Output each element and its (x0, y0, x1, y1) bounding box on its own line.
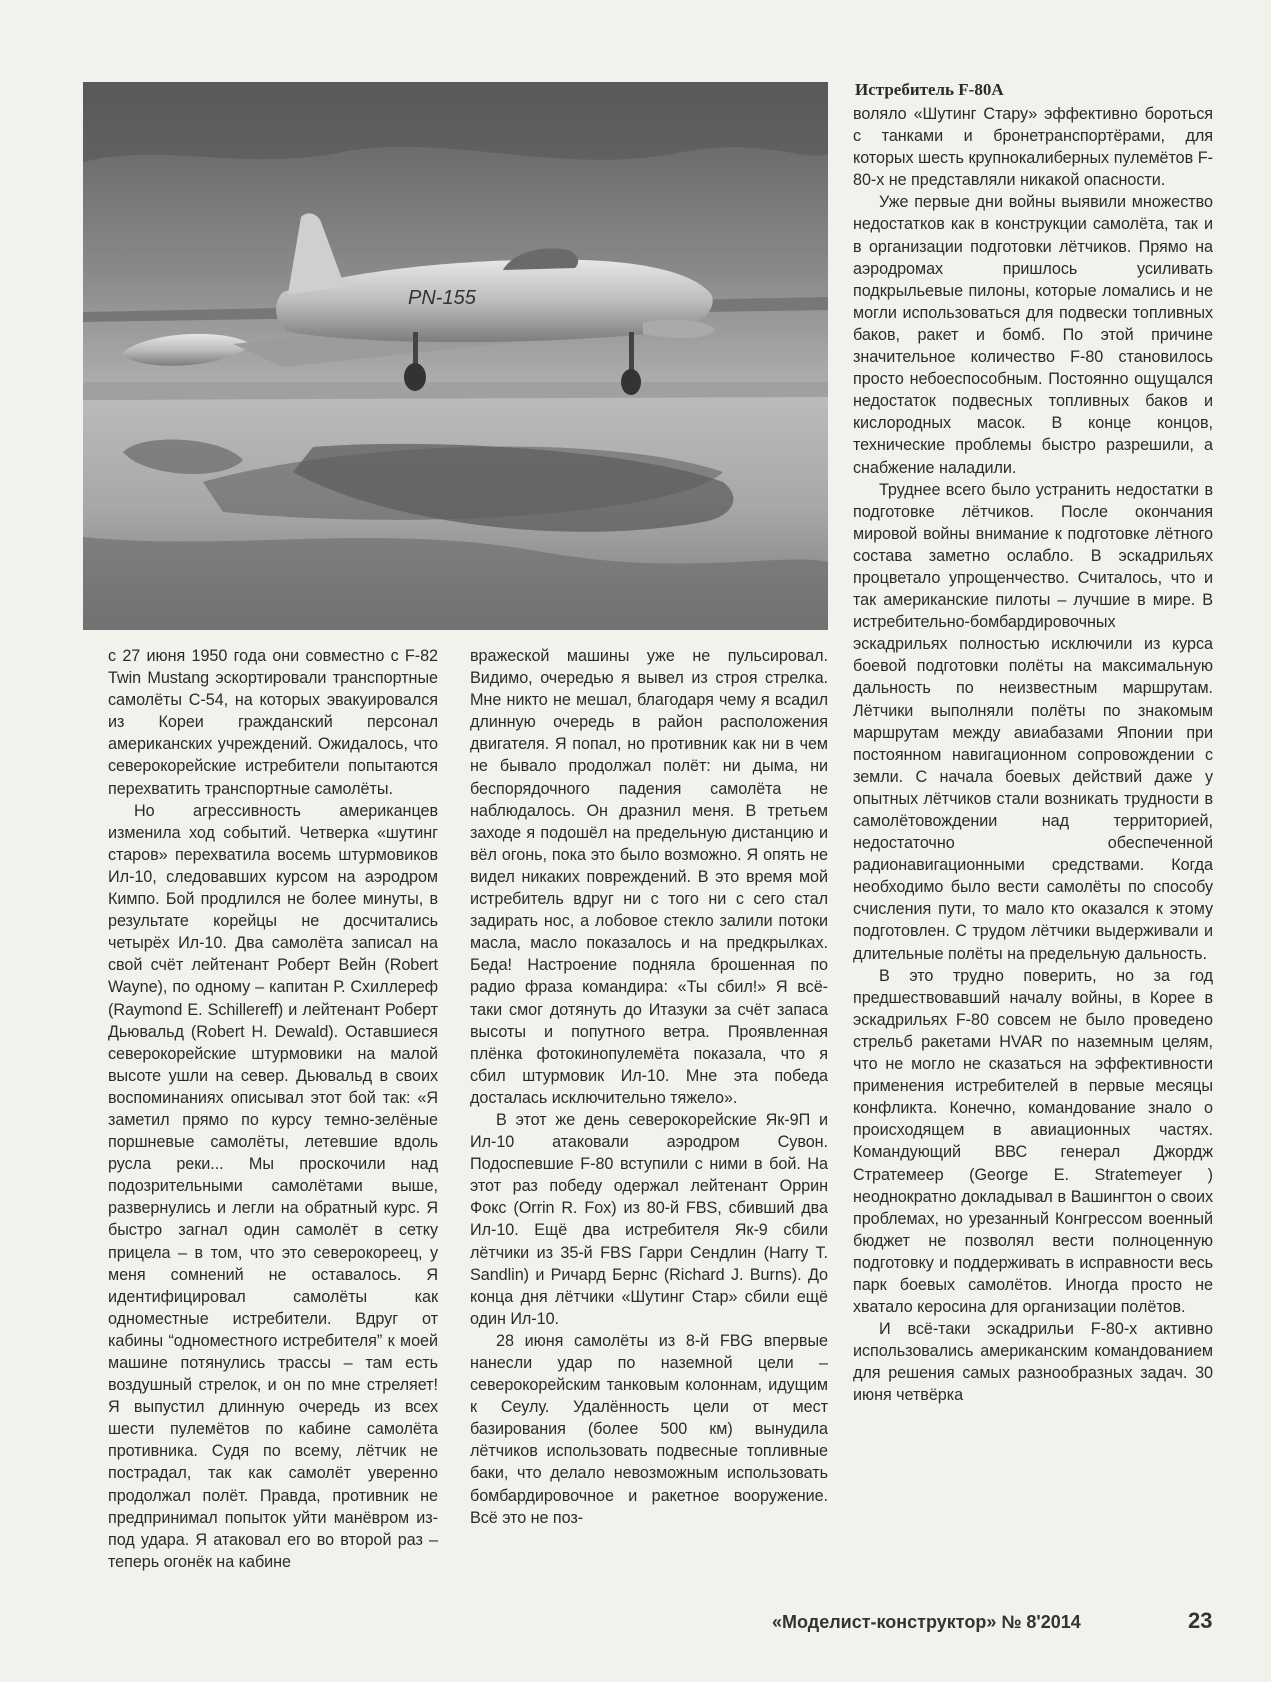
paragraph: Но агрессивность американцев изменила ход событий. Четверка «шутинг старов» перехватила восемь штурмовиков Ил-10, следовавших курсом на аэродром Кимпо. Бой продлился не более минуты, в результате корейцы не досчитались четырёх Ил-10. Два самолёта записал на свой счёт лейтенант Роберт Вейн (Robert Wayne), по одному – капитан Р. Схиллереф (Raymond E. Schillereff) и лейтенант Роберт Дьювальд (Robert H. Dewald). Оставшиеся северокорейские штурмовики на малой высоте ушли на север. Дьювальд в своих воспоминаниях описывал этот бой так: «Я заметил прямо по курсу темно-зелёные поршневые самолёты, летевшие вдоль русла реки... Мы проскочили над подозрительными самолётами выше, развернулись и легли на обратный курс. Я быстро загнал один самолёт в сетку прицела – в том, что это северокореец, у меня сомнений не оставалось. Я идентифицировал самолёты как одноместные истребители. Вдруг от кабины “одноместного истребителя” к моей машине потянулись трассы – там есть воздушный стрелок, и он по мне стреляет! Я выпустил длинную очередь из всех шести пулемётов по кабине самолёта противника. Судя по всему, лётчик не пострадал, так как самолёт уверенно продолжал полёт. Правда, противник не предпринимал попыток уйти манёвром из-под удара. Я атаковал его во второй раз – теперь огонёк на кабине (108, 801, 438, 1571)
paragraph: 28 июня самолёты из 8-й FBG впервые нанесли удар по наземной цели – северокорейским танковым колоннам, идущим к Сеулу. Удалённость цели от мест базирования (более 500 км) вынудила лётчиков использовать подвесные топливные баки, что делало невозможным использовать бомбардировочное и ракетное вооружение. Всё это не поз- (470, 1331, 828, 1527)
paragraph: воляло «Шутинг Стару» эффективно бороться с танками и бронетранспортёрами, для которых шесть крупнокалиберных пулемётов F-80-х не представляли никакой опасности. (853, 105, 1213, 190)
paragraph: В это трудно поверить, но за год предшествовавший началу войны, в Корее в эскадрильях F-80 совсем не было проведено стрельб ракетами HVAR по наземным целям, что не могло не сказаться на эффективности применения истребителей в первые месяцы конфликта. Конечно, командование знало о происходящем в авиационных частях. Командующий ВВС генерал Джордж Стратемеер (George E. Stratemeyer ) неоднократно докладывал в Вашингтон о своих проблемах, но урезанный Конгрессом военный бюджет не позволял вести полноценную подготовку и поддерживать в исправности весь парк боевых самолётов. Иногда просто не хватало керосина для организации полётов. (853, 966, 1213, 1317)
paragraph: Труднее всего было устранить недостатки в подготовке лётчиков. После окончания мировой войны внимание к подготовке лётного состава заметно ослабло. В эскадрильях процветало упрощенчество. Считалось, что и так американские пилоты – лучшие в мире. В истребительно-бомбардировочных эскадрильях полностью исключили из курса боевой подготовки полёты на максимальную дальность по неизвестным маршрутам. Лётчики выполняли полёты по знакомым маршрутам между авиабазами Японии при постоянном навигационном сопровождении с земли. С начала боевых действий даже у опытных лётчиков стали возникать трудности в самолётовождении над территорией, недостаточно обеспеченной радионавигационными средствами. Когда необходимо было вести самолёты по способу счисления пути, то мало кто оказался к этому подготовлен. С трудом лётчики выдерживали и длительные полёты на предельную дальность. (853, 480, 1213, 963)
paragraph: Уже первые дни войны выявили множество недостатков как в конструкции самолёта, так и в организации подготовки лётчиков. Прямо на аэродромах пришлось усиливать подкрыльевые пилоны, которые ломались и не могли использоваться для подвески топливных баков, ракет и бомб. По этой причине значительное количество F-80 становилось просто небоеспособным. Постоянно ощущался недостаток подвесных топливных баков и кислородных масок. В конце концов, технические проблемы быстро разрешили, а снабжение наладили. (853, 193, 1213, 477)
paragraph: вражеской машины уже не пульсировал. Видимо, очередью я вывел из строя стрелка. Мне никто не мешал, благодаря чему я всадил длинную очередь в район расположения двигателя. Я попал, но противник как ни в чем не бывало продолжал полёт: ни дыма, ни беспорядочного падения самолёта не наблюдалось. Он дразнил меня. В третьем заходе я подошёл на предельную дистанцию и вёл огонь, пока это было возможно. Я опять не видел никаких повреждений. В это время мой истребитель вдруг ни с того ни с сего стал задирать нос, а лобовое стекло залили потоки масла, масло показалось и на предкрылках. Беда! Настроение подняла брошенная по радио фраза командира: «Ты сбил!» Я всё-таки смог дотянуть до Итазуки за счёт запаса высоты и попутного ветра. Проявленная плёнка фотокинопулемёта показала, что я сбил штурмовик Ил-10. Мне эта победа досталась исключительно тяжело». (470, 647, 828, 1107)
aircraft-photo (83, 82, 828, 630)
text-column-1 (108, 645, 438, 1573)
paragraph: И всё-таки эскадрильи F-80-х активно использовались американским командованием для решения самых разнообразных задач. 30 июня четвёрка (853, 1320, 1213, 1405)
section-header: Истребитель F-80А (855, 80, 1004, 99)
page-number: 23 (1188, 1608, 1213, 1633)
text-column-2 (470, 645, 828, 1529)
paragraph: с 27 июня 1950 года они совместно с F-82 Twin Mustang эскортировали транспортные самолёты С-54, на которых эвакуировался из Кореи гражданский персонал американских учреждений. Ожидалось, что северокорейские истребители попытаются перехватить транспортные самолёты. (108, 647, 438, 798)
magazine-footer: «Моделист-конструктор» № 8'2014 (772, 1612, 1081, 1632)
paragraph: В этот же день северокорейские Як-9П и Ил-10 атаковали аэродром Сувон. Подоспевшие F-80 вступили с ними в бой. На этот раз победу одержал лейтенант Оррин Фокс (Orrin R. Fox) из 80-й FBS, сбивший два Ил-10. Ещё два истребителя Як-9 сбили лётчики из 35-й FBS Гарри Сендлин (Harry T. Sandlin) и Ричард Бернс (Richard J. Burns). До конца дня лётчики «Шутинг Стар» сбили ещё один Ил-10. (470, 1110, 828, 1328)
text-column-3 (853, 103, 1213, 1407)
tail-marking-text: PN-155 (408, 287, 476, 309)
